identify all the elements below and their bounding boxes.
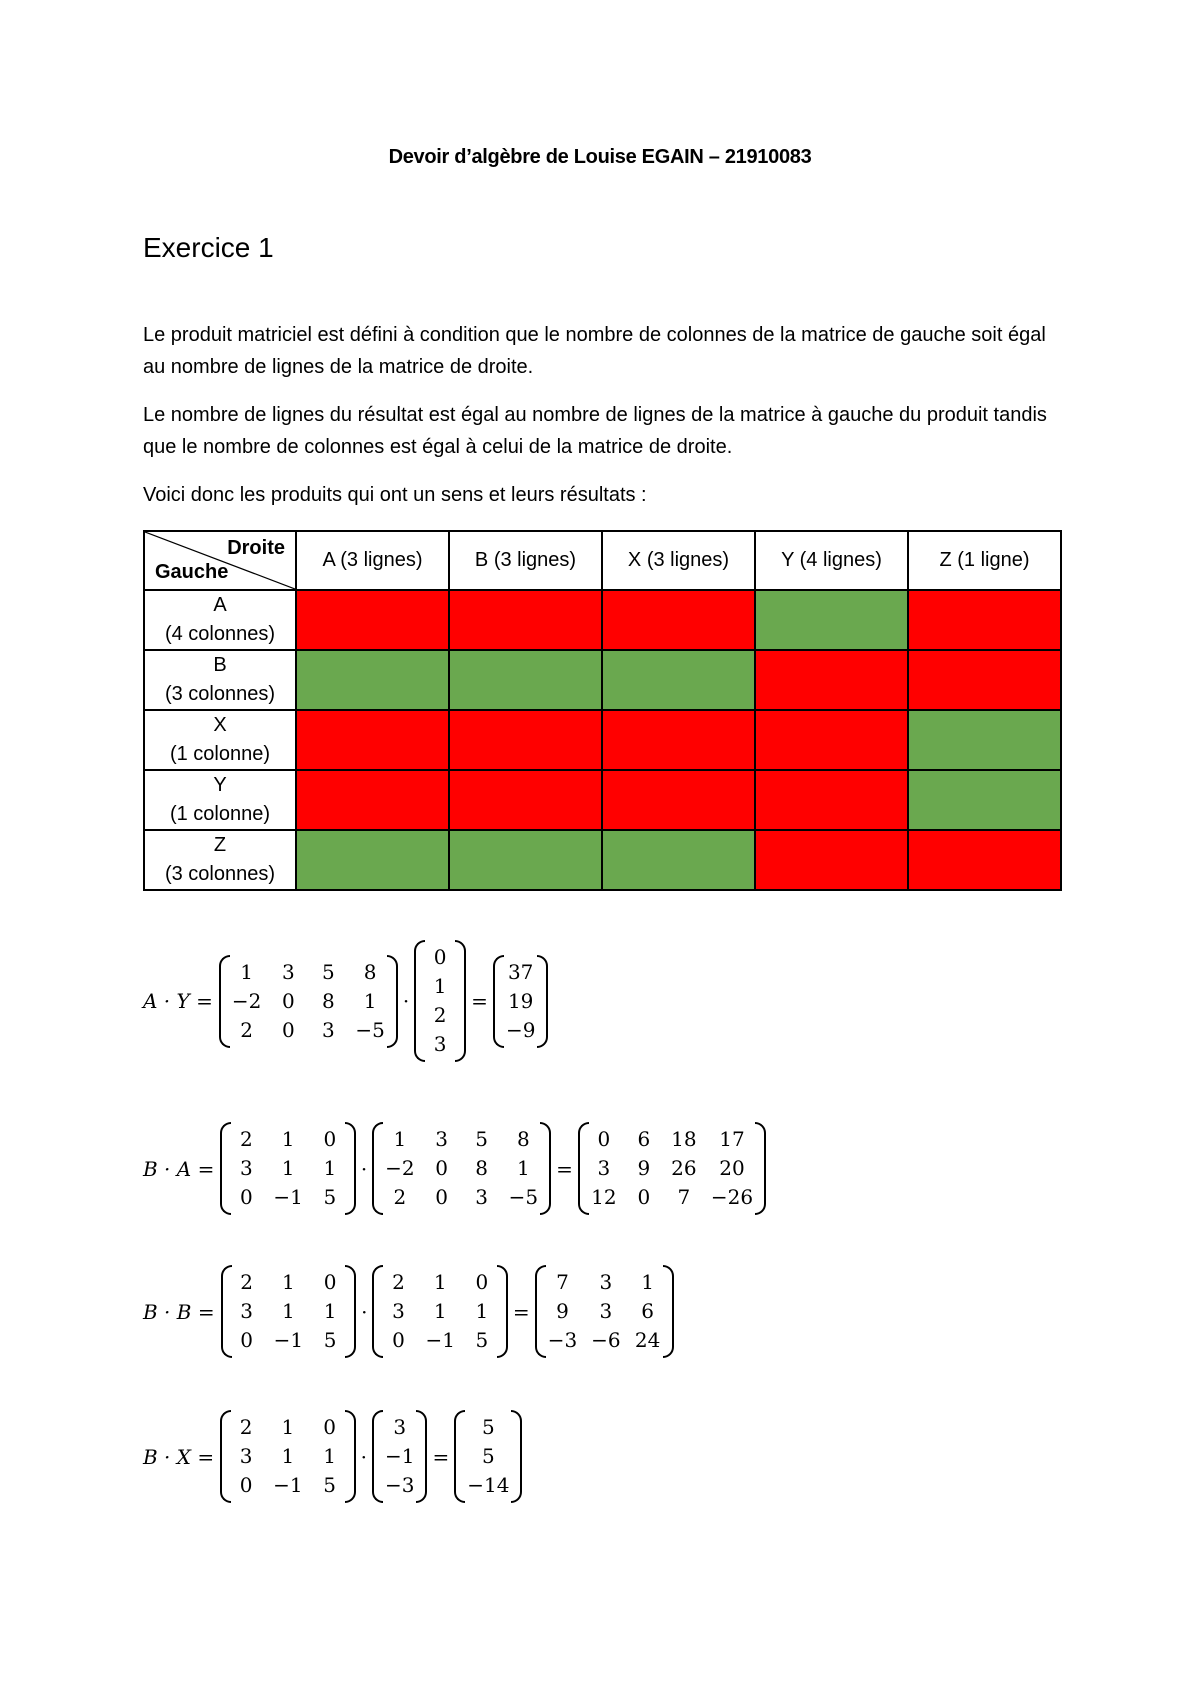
matrix-entry: 3	[599, 1270, 613, 1294]
left-parenthesis	[578, 1122, 589, 1215]
matrix-entry: 5	[323, 1328, 337, 1352]
matrix-entry: 1	[281, 1415, 295, 1439]
matrix-entry: 1	[323, 1156, 337, 1180]
matrix-entry: 1	[323, 1299, 337, 1323]
paragraph-intro: Voici donc les produits qui ont un sens et leurs résultats :	[143, 484, 647, 506]
cell-undefined	[296, 770, 449, 830]
matrix-entry: 3	[393, 1415, 407, 1439]
matrix	[219, 955, 398, 1048]
matrix-entry: 3	[435, 1127, 449, 1151]
row-header-sub: (1 colonne)	[169, 803, 271, 825]
paragraph-dimensions: Le nombre de lignes du résultat est égal au nombre de lignes de la matrice à gauche du produit tandis que le nombre de colonnes est égal à celui de la matrice de droite.	[143, 404, 1047, 458]
matrix-entry: 2	[239, 1415, 253, 1439]
matrix-entry: 3	[597, 1156, 611, 1180]
column-header: A (3 lignes)	[296, 531, 449, 590]
cell-undefined	[449, 590, 602, 650]
left-parenthesis	[220, 1410, 231, 1503]
row-header-name: X	[213, 714, 227, 736]
matrix-entry: 37	[507, 959, 534, 984]
matrix-entry: 9	[637, 1156, 651, 1180]
right-parenthesis	[416, 1410, 427, 1503]
matrix-entry: 2	[239, 1127, 253, 1151]
matrix-entry: −6	[591, 1328, 621, 1352]
table-row	[144, 830, 1061, 890]
cell-undefined	[449, 770, 602, 830]
row-header-sub: (4 colonnes)	[164, 623, 276, 645]
cell-defined	[449, 650, 602, 710]
equals-sign: =	[512, 1299, 530, 1324]
row-header	[144, 650, 296, 710]
matrix-entry: 1	[641, 1270, 655, 1294]
right-parenthesis	[387, 955, 398, 1048]
corner-label-droite: Droite	[227, 537, 285, 559]
matrix	[372, 1122, 551, 1215]
matrix-entry: 3	[433, 1032, 447, 1056]
table-row	[144, 770, 1061, 830]
matrix-entry: 0	[392, 1328, 405, 1352]
matrix-entry: 3	[239, 1444, 253, 1468]
right-parenthesis	[345, 1122, 356, 1215]
left-parenthesis	[220, 1122, 231, 1215]
matrix	[414, 940, 466, 1062]
right-parenthesis	[663, 1265, 674, 1358]
matrix-entry: 1	[281, 1444, 295, 1468]
cell-undefined	[449, 710, 602, 770]
left-parenthesis	[535, 1265, 546, 1358]
equation-a-y	[143, 940, 548, 1062]
matrix-entry: 6	[637, 1127, 651, 1151]
matrix-entry: 5	[475, 1328, 489, 1352]
matrix-entry: −1	[273, 1473, 303, 1497]
matrix-entry: 0	[239, 1185, 253, 1209]
dot-operator: ·	[402, 989, 410, 1013]
matrix-entry: 5	[475, 1127, 489, 1151]
matrix-entry: 5	[323, 1473, 336, 1497]
equation-b-b	[143, 1265, 674, 1358]
dot-operator: ·	[361, 1299, 368, 1324]
cell-undefined	[908, 650, 1061, 710]
page-header: Devoir d’algèbre de Louise EGAIN – 21910083	[388, 146, 812, 168]
matrix-entry: 3	[239, 1156, 253, 1180]
matrix-entry: 26	[671, 1156, 697, 1180]
cell-defined	[908, 770, 1061, 830]
cell-defined	[296, 830, 449, 890]
matrix-entry: 1	[393, 1127, 407, 1151]
equation-lhs: B · A =	[143, 1156, 215, 1181]
matrix-entry: 8	[363, 959, 377, 984]
matrix	[535, 1265, 674, 1358]
matrix-entry: 24	[634, 1328, 661, 1352]
row-header	[144, 770, 296, 830]
matrix-entry: 0	[323, 1270, 337, 1294]
matrix-entry: 0	[281, 988, 295, 1013]
cell-undefined	[908, 590, 1061, 650]
row-header-sub: (3 colonnes)	[164, 863, 276, 885]
row-header	[144, 590, 296, 650]
matrix	[578, 1122, 766, 1215]
matrix-entry: 3	[281, 959, 295, 984]
table-row	[144, 710, 1061, 770]
matrix-entry: −26	[710, 1185, 754, 1209]
matrix-entry: −5	[355, 1017, 385, 1042]
left-parenthesis	[493, 955, 504, 1048]
matrix	[454, 1410, 522, 1503]
dot-operator: ·	[360, 1444, 367, 1469]
left-parenthesis	[372, 1265, 383, 1358]
matrix-entry: 1	[433, 974, 447, 998]
left-parenthesis	[219, 955, 230, 1048]
left-parenthesis	[454, 1410, 465, 1503]
matrix-entry: 1	[281, 1156, 295, 1180]
matrix	[372, 1265, 507, 1358]
table-row	[144, 590, 1061, 650]
right-parenthesis	[511, 1410, 522, 1503]
row-header	[144, 830, 296, 890]
matrix-entry: 3	[240, 1299, 253, 1323]
matrix-entry: 3	[475, 1185, 489, 1209]
cell-undefined	[602, 710, 755, 770]
right-parenthesis	[345, 1265, 356, 1358]
matrix-entry: 17	[719, 1127, 745, 1151]
cell-undefined	[602, 590, 755, 650]
matrix-entry: 2	[393, 1185, 407, 1209]
paragraph-definition: Le produit matriciel est défini à condition que le nombre de colonnes de la matrice de gauche soit égal au nombre de lignes de la matrice de droite.	[143, 324, 1046, 378]
matrix-entry: 8	[475, 1156, 489, 1180]
matrix-entry: 0	[240, 1328, 253, 1352]
matrix-entry: 1	[433, 1299, 447, 1323]
table-corner-cell	[144, 531, 296, 590]
matrix-entry: 7	[556, 1270, 569, 1294]
row-header	[144, 710, 296, 770]
matrix-entry: −3	[384, 1473, 415, 1497]
right-parenthesis	[345, 1410, 356, 1503]
matrix-entry: 5	[321, 959, 335, 984]
matrix-entry: −2	[385, 1156, 415, 1180]
cell-defined	[908, 710, 1061, 770]
matrix	[220, 1410, 355, 1503]
matrix-entry: 0	[323, 1127, 337, 1151]
matrix-entry: 2	[240, 1017, 253, 1042]
row-header-sub: (1 colonne)	[169, 743, 271, 765]
matrix-entry: 19	[507, 988, 534, 1013]
dot-operator: ·	[360, 1156, 368, 1181]
matrix-entry: 2	[240, 1270, 253, 1294]
matrix-entry: −14	[467, 1473, 510, 1497]
matrix-entry: 0	[597, 1127, 611, 1151]
matrix-entry: 5	[481, 1415, 495, 1439]
matrix-entry: 1	[281, 1270, 295, 1294]
exercise-title: Exercice 1	[143, 232, 274, 263]
equals-sign: =	[432, 1444, 450, 1469]
left-parenthesis	[221, 1265, 232, 1358]
table-row	[144, 650, 1061, 710]
right-parenthesis	[455, 940, 466, 1062]
cell-undefined	[755, 770, 908, 830]
matrix-entry: 3	[321, 1017, 335, 1042]
equals-sign: =	[556, 1156, 573, 1181]
right-parenthesis	[755, 1122, 766, 1215]
cell-undefined	[296, 590, 449, 650]
matrix-entry: −2	[231, 988, 262, 1013]
matrix-entry: 0	[475, 1270, 489, 1294]
matrix-entry: 0	[433, 945, 447, 969]
matrix-entry: 9	[556, 1299, 569, 1323]
cell-undefined	[296, 710, 449, 770]
matrix-entry: 0	[281, 1017, 295, 1042]
matrix-entry: 1	[433, 1270, 447, 1294]
matrix-entry: 0	[239, 1473, 253, 1497]
matrix-entry: 3	[392, 1299, 405, 1323]
row-header-name: A	[213, 594, 227, 616]
right-parenthesis	[497, 1265, 508, 1358]
cell-defined	[449, 830, 602, 890]
equals-sign: =	[471, 989, 488, 1013]
matrix	[220, 1122, 355, 1215]
matrix	[221, 1265, 356, 1358]
matrix-entry: 0	[435, 1185, 449, 1209]
matrix-entry: 1	[475, 1299, 489, 1323]
right-parenthesis	[540, 1122, 551, 1215]
matrix-entry: 1	[363, 988, 377, 1013]
matrix-entry: 1	[323, 1444, 336, 1468]
matrix-entry: −1	[273, 1185, 303, 1209]
matrix-entry: 2	[433, 1003, 447, 1027]
cell-undefined	[755, 650, 908, 710]
column-header: Y (4 lignes)	[755, 531, 908, 590]
equation-b-x	[143, 1410, 522, 1503]
matrix-entry: 5	[481, 1444, 495, 1468]
matrix-entry: 1	[281, 1127, 295, 1151]
row-header-name: B	[213, 654, 227, 676]
matrix-entry: −1	[273, 1328, 304, 1352]
cell-undefined	[908, 830, 1061, 890]
matrix-entry: −9	[505, 1017, 536, 1042]
matrix-entry: 1	[517, 1156, 530, 1180]
matrix-entry: −1	[425, 1328, 455, 1352]
matrix-entry: 8	[321, 988, 335, 1013]
matrix-entry: −5	[508, 1185, 539, 1209]
right-parenthesis	[537, 955, 548, 1048]
left-parenthesis	[372, 1410, 383, 1503]
matrix	[493, 955, 548, 1048]
cell-undefined	[602, 770, 755, 830]
matrix-entry: 0	[323, 1415, 336, 1439]
column-header: Z (1 ligne)	[908, 531, 1061, 590]
cell-undefined	[755, 830, 908, 890]
matrix-entry: 12	[591, 1185, 617, 1209]
row-header-name: Z	[213, 834, 227, 856]
equation-b-a	[143, 1122, 766, 1215]
column-header: B (3 lignes)	[449, 531, 602, 590]
matrix-entry: 20	[719, 1156, 745, 1180]
cell-defined	[602, 830, 755, 890]
left-parenthesis	[414, 940, 425, 1062]
matrix-entry: 1	[240, 959, 253, 984]
matrix-entry: 7	[677, 1185, 691, 1209]
corner-label-gauche: Gauche	[155, 561, 229, 583]
matrix-entry: 8	[517, 1127, 530, 1151]
matrix-entry: 0	[637, 1185, 651, 1209]
matrix-entry: −1	[384, 1444, 415, 1468]
equation-lhs: B · X =	[143, 1444, 215, 1469]
left-parenthesis	[372, 1122, 383, 1215]
matrix-entry: 6	[641, 1299, 655, 1323]
matrix-entry: 1	[281, 1299, 295, 1323]
row-header-name: Y	[213, 774, 227, 796]
row-header-sub: (3 colonnes)	[164, 683, 276, 705]
cell-defined	[755, 590, 908, 650]
matrix-entry: 3	[599, 1299, 613, 1323]
matrix	[372, 1410, 427, 1503]
matrix-entry: 0	[435, 1156, 449, 1180]
cell-defined	[296, 650, 449, 710]
matrix-entry: −3	[547, 1328, 578, 1352]
cell-undefined	[755, 710, 908, 770]
matrix-entry: 5	[323, 1185, 337, 1209]
cell-defined	[602, 650, 755, 710]
matrix-entry: 2	[392, 1270, 405, 1294]
compatibility-table	[143, 530, 1062, 891]
matrix-entry: 18	[671, 1127, 697, 1151]
equation-lhs: B · B =	[143, 1299, 215, 1324]
column-header: X (3 lignes)	[602, 531, 755, 590]
equation-lhs: A · Y =	[143, 989, 213, 1013]
table-header-row	[144, 531, 1061, 590]
